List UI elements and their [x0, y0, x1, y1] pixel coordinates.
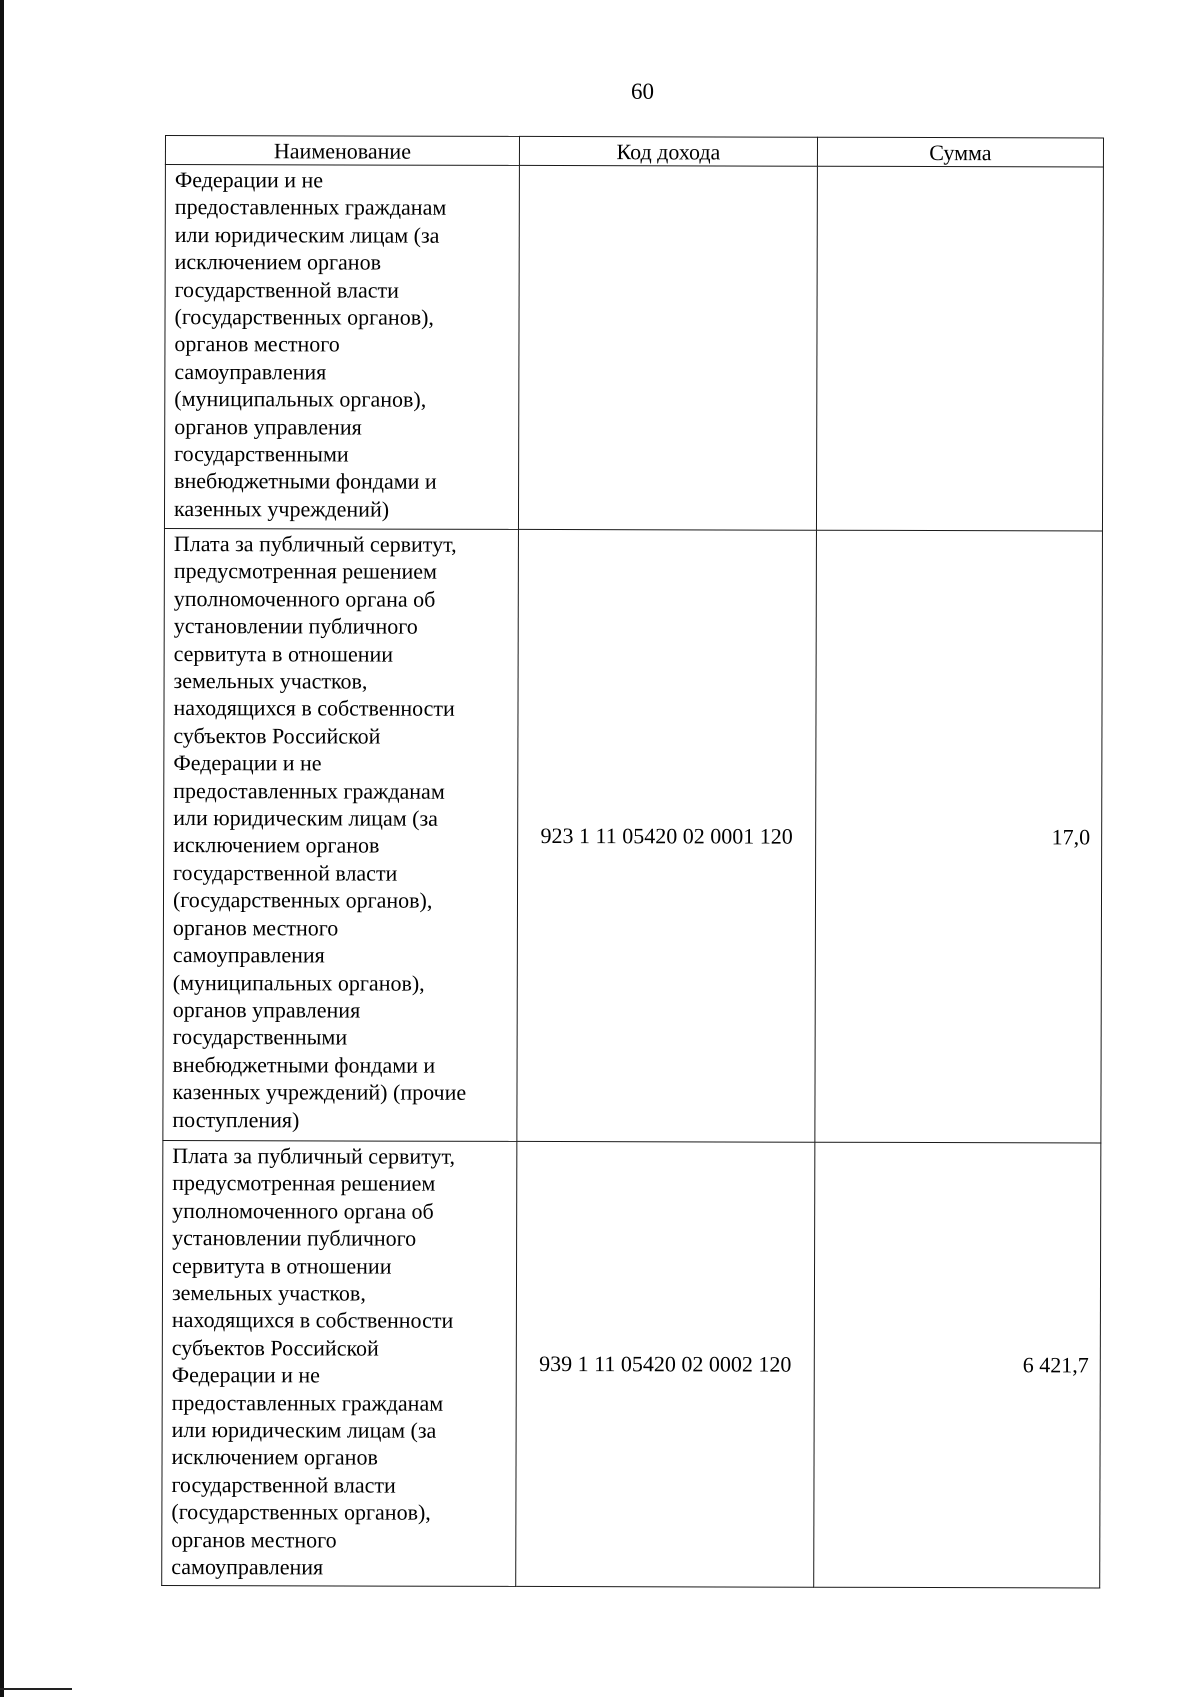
name-line: самоуправления [174, 358, 327, 385]
header-name: Наименование [165, 136, 519, 166]
name-line: предусмотренная решением [172, 1170, 436, 1197]
cell-code: 939 1 11 05420 02 0002 120 [516, 1141, 815, 1587]
name-line: уполномоченного органа об [173, 585, 436, 612]
name-line: самоуправления [171, 1554, 324, 1580]
cell-code [518, 165, 817, 530]
name-line: Плата за публичный сервитут, [172, 1143, 456, 1169]
name-line: предоставленных гражданам [174, 194, 447, 221]
name-line: государственной власти [171, 1471, 396, 1498]
scan-edge-left [0, 0, 4, 1697]
name-line: исключением органов [173, 832, 380, 859]
name-line: установлении публичного [172, 1225, 417, 1251]
scan-mark-bottom [0, 1688, 72, 1690]
name-line: субъектов Российской [173, 722, 381, 749]
cell-sum: 6 421,7 [814, 1142, 1101, 1588]
cell-code: 923 1 11 05420 02 0001 120 [517, 529, 817, 1142]
name-line: внебюджетными фондами и [174, 468, 437, 495]
table-row [162, 1140, 1101, 1587]
name-line: (государственных органов), [172, 887, 433, 913]
name-line: государственными [174, 441, 349, 467]
name-line: государственной власти [174, 276, 399, 303]
name-line: установлении публичного [173, 613, 418, 639]
table-header-row [165, 136, 1103, 167]
name-line: (муниципальных органов), [172, 969, 425, 996]
cell-sum [816, 166, 1103, 531]
cell-name [164, 165, 519, 530]
cell-name [162, 1140, 517, 1586]
name-line: предусмотренная решением [173, 558, 438, 585]
name-line: государственными [172, 1024, 348, 1050]
name-line: сервитута в отношении [173, 640, 394, 667]
name-line: (государственных органов), [174, 304, 434, 330]
name-line: сервитута в отношении [172, 1252, 392, 1279]
name-line: уполномоченного органа об [172, 1197, 434, 1224]
name-line: земельных участков, [173, 668, 368, 694]
table-row [164, 165, 1103, 531]
name-line: земельных участков, [171, 1280, 366, 1306]
table-row [163, 528, 1103, 1142]
name-line: находящихся в собственности [173, 695, 455, 722]
name-line: органов местного [174, 331, 340, 357]
name-line: государственной власти [173, 859, 398, 886]
name-line: Федерации и не [173, 750, 322, 776]
cell-name [163, 528, 519, 1141]
name-line: самоуправления [172, 942, 325, 968]
name-line: казенных учреждений) [173, 495, 390, 522]
name-line: органов местного [172, 914, 339, 941]
name-line: поступления) [172, 1106, 300, 1132]
name-line: Плата за публичный сервитут, [173, 531, 457, 557]
name-line: казенных учреждений) (прочие [172, 1079, 467, 1105]
header-sum: Сумма [817, 137, 1103, 167]
income-table [161, 135, 1104, 1588]
name-line: Федерации и не [174, 167, 324, 193]
name-line: органов управления [172, 996, 361, 1023]
name-line: или юридическим лицам (за [174, 221, 440, 248]
header-code: Код дохода [519, 136, 817, 166]
name-line: внебюджетными фондами и [172, 1051, 436, 1078]
name-line: субъектов Российской [171, 1334, 379, 1361]
name-line: органов местного [171, 1526, 337, 1553]
name-line: предоставленных гражданам [173, 777, 445, 804]
name-line: предоставленных гражданам [171, 1389, 444, 1416]
name-line: Федерации и не [171, 1362, 321, 1388]
name-line: исключением органов [171, 1444, 378, 1471]
name-line: (муниципальных органов), [174, 386, 427, 412]
name-line: или юридическим лицам (за [173, 805, 438, 831]
page-number: 60 [631, 79, 654, 104]
cell-sum: 17,0 [815, 530, 1103, 1143]
name-line: или юридическим лицам (за [171, 1417, 437, 1443]
name-line: исключением органов [174, 249, 382, 275]
name-line: органов управления [174, 413, 362, 440]
name-line: (государственных органов), [171, 1499, 431, 1525]
name-line: находящихся в собственности [171, 1307, 454, 1334]
